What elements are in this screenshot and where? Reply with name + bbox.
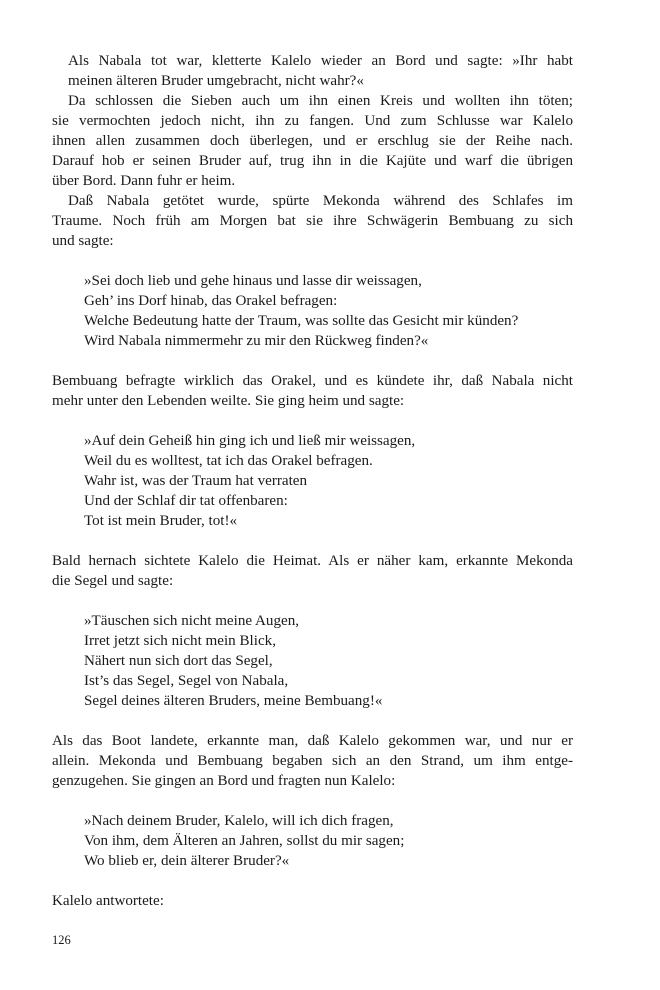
text-line: meinen älteren Bruder umgebracht, nicht wahr?« — [68, 73, 364, 89]
paragraph — [52, 891, 573, 911]
page-number: 126 — [52, 933, 71, 947]
text-line: ihnen allen zusammen doch überlegen, und er erschlug sie der Reihe nach. — [52, 133, 573, 149]
text-line: über Bord. Dann fuhr er heim. — [52, 173, 236, 189]
text-line: und sagte: — [52, 233, 114, 249]
paragraph — [52, 551, 573, 591]
verse-line: Welche Bedeutung hatte der Traum, was sollte das Gesicht mir künden? — [84, 313, 519, 329]
paragraph — [52, 91, 573, 191]
verse-line: Irret jetzt sich nicht mein Blick, — [84, 633, 276, 649]
text-line: Als Nabala tot war, kletterte Kalelo wieder an Bord und sagte: »Ihr habt — [68, 53, 573, 69]
verse-line: »Nach deinem Bruder, Kalelo, will ich dich fragen, — [84, 813, 394, 829]
paragraph — [52, 371, 573, 411]
text-line: Daß Nabala getötet wurde, spürte Mekonda während des Schlafes im — [68, 193, 573, 209]
text-line: Bald hernach sichtete Kalelo die Heimat. Als er näher kam, erkannte Mekonda — [52, 553, 573, 569]
text-line: genzugehen. Sie gingen an Bord und fragten nun Kalelo: — [52, 773, 396, 789]
verse-line: Von ihm, dem Älteren an Jahren, sollst du mir sagen; — [84, 833, 405, 849]
text-line: Bembuang befragte wirklich das Orakel, und es kündete ihr, daß Nabala nicht — [52, 373, 573, 389]
page-body — [52, 51, 573, 911]
verse-line: Nähert nun sich dort das Segel, — [84, 653, 273, 669]
text-line: mehr unter den Lebenden weilte. Sie ging heim und sagte: — [52, 393, 405, 409]
paragraph — [52, 51, 573, 91]
verse-line: Wo blieb er, dein älterer Bruder?« — [84, 853, 290, 869]
verse-line: Und der Schlaf dir tat offenbaren: — [84, 493, 288, 509]
verse-line: Weil du es wolltest, tat ich das Orakel befragen. — [84, 453, 373, 469]
verse-line: Wahr ist, was der Traum hat verraten — [84, 473, 308, 489]
verse-line: »Täuschen sich nicht meine Augen, — [84, 613, 300, 629]
paragraph — [52, 191, 573, 251]
poem-stanza — [84, 611, 573, 711]
text-line: Da schlossen die Sieben auch um ihn einen Kreis und wollten ihn töten; — [68, 93, 573, 109]
verse-line: Tot ist mein Bruder, tot!« — [84, 513, 238, 529]
paragraph — [52, 731, 573, 791]
text-line: Darauf hob er seinen Bruder auf, trug ihn in die Kajüte und warf die übrigen — [52, 153, 573, 169]
verse-line: »Auf dein Geheiß hin ging ich und ließ mir weissagen, — [84, 433, 416, 449]
text-line: allein. Mekonda und Bembuang begaben sich an den Strand, um ihm entge- — [52, 753, 573, 769]
verse-line: »Sei doch lieb und gehe hinaus und lasse dir weissagen, — [84, 273, 422, 289]
poem-stanza — [84, 431, 573, 531]
verse-line: Geh’ ins Dorf hinab, das Orakel befragen: — [84, 293, 338, 309]
verse-line: Wird Nabala nimmermehr zu mir den Rückweg finden?« — [84, 333, 429, 349]
verse-line: Ist’s das Segel, Segel von Nabala, — [84, 673, 289, 689]
text-line: Traume. Noch früh am Morgen bat sie ihre Schwägerin Bembuang zu sich — [52, 213, 573, 229]
text-line: die Segel und sagte: — [52, 573, 174, 589]
text-line: Kalelo antwortete: — [52, 893, 164, 909]
text-line: Als das Boot landete, erkannte man, daß Kalelo gekommen war, und nur er — [52, 733, 573, 749]
poem-stanza — [84, 811, 573, 871]
text-line: sie vermochten jedoch nicht, ihn zu fangen. Und zum Schlusse war Kalelo — [52, 113, 573, 129]
poem-stanza — [84, 271, 573, 351]
verse-line: Segel deines älteren Bruders, meine Bembuang!« — [84, 693, 383, 709]
